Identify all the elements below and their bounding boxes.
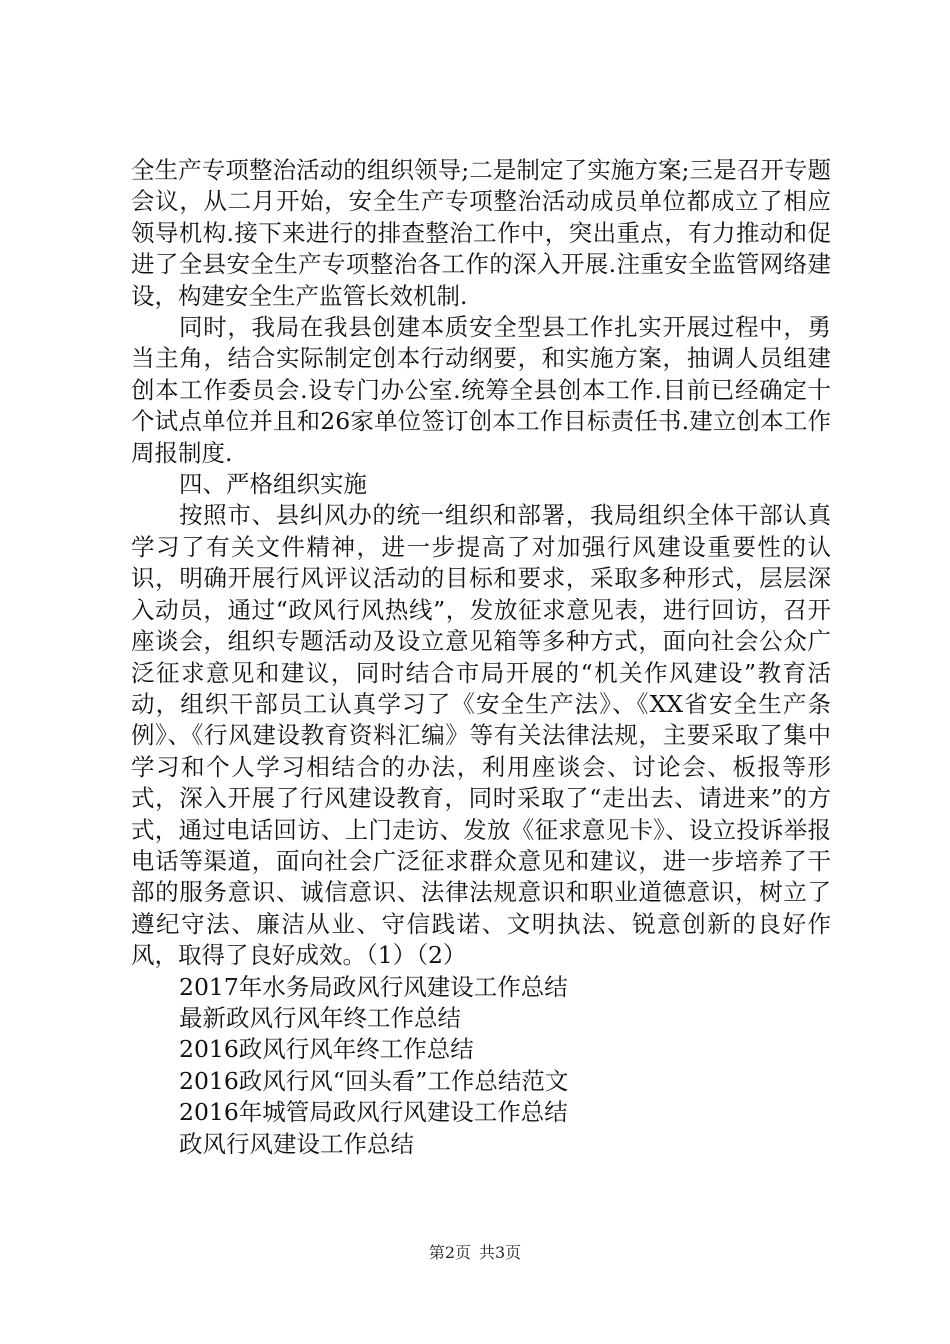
- related-article-link[interactable]: 2016年城管局政风行风建设工作总结: [179, 1098, 568, 1127]
- page-footer: [0, 1240, 950, 1263]
- related-article-link[interactable]: 最新政风行风年终工作总结: [179, 1003, 461, 1032]
- total-pages: 共3页: [479, 1243, 522, 1262]
- paragraph-safety-campaign: 全生产专项整治活动的组织领导;二是制定了实施方案;三是召开专题会议，从二月开始，安全生产专项整治活动成员单位都成立了相应领导机构.接下来进行的排查整治工作中，突出重点，有力推动和促进了全县安全生产专项整治各工作的深入开展.注重安全监管网络建设，构建安全生产监管长效机制.: [131, 156, 831, 310]
- related-article-link[interactable]: 2017年水务局政风行风建设工作总结: [179, 972, 568, 1001]
- document-body: [131, 155, 831, 1160]
- paragraph-implementation: 按照市、县纠风办的统一组织和部署，我局组织全体干部认真学习了有关文件精神，进一步提高了对加强行风建设重要性的认识，明确开展行风评议活动的目标和要求，采取多种形式，层层深入动员，通过“政风行风热线”，发放征求意见表，进行回访，召开座谈会，组织专题活动及设立意见箱等多种方式，面向社会公众广泛征求意见和建议，同时结合市局开展的“机关作风建设”教育活动，组织干部员工认真学习了《安全生产法》、《XX省安全生产条例》、《行风建设教育资料汇编》等有关法律法规，主要采取了集中学习和个人学习相结合的办法，利用座谈会、讨论会、板报等形式，深入开展了行风建设教育，同时采取了“走出去、请进来”的方式，通过电话回访、上门走访、发放《征求意见卡》、设立投诉举报电话等渠道，面向社会广泛征求群众意见和建议，进一步培养了干部的服务意识、诚信意识、法律法规意识和职业道德意识，树立了遵纪守法、廉洁从业、守信践诺、文明执法、锐意创新的良好作风，取得了良好成效。（1）（2）: [131, 501, 831, 970]
- page-number: 第2页: [428, 1243, 471, 1262]
- related-article-link[interactable]: 2016政风行风“回头看”工作总结范文: [179, 1066, 569, 1095]
- section-heading-organize: 四、严格组织实施: [179, 470, 367, 499]
- related-article-link[interactable]: 政风行风建设工作总结: [179, 1129, 414, 1158]
- paragraph-create-safe-county: 同时，我局在我县创建本质安全型县工作扎实开展过程中，勇当主角，结合实际制定创本行动纲要，和实施方案，抽调人员组建创本工作委员会.设专门办公室.统筹全县创本工作.目前已经确定十个试点单位并且和26家单位签订创本工作目标责任书.建立创本工作周报制度.: [131, 313, 831, 467]
- related-article-link[interactable]: 2016政风行风年终工作总结: [179, 1035, 474, 1064]
- related-articles-list: [131, 972, 831, 1160]
